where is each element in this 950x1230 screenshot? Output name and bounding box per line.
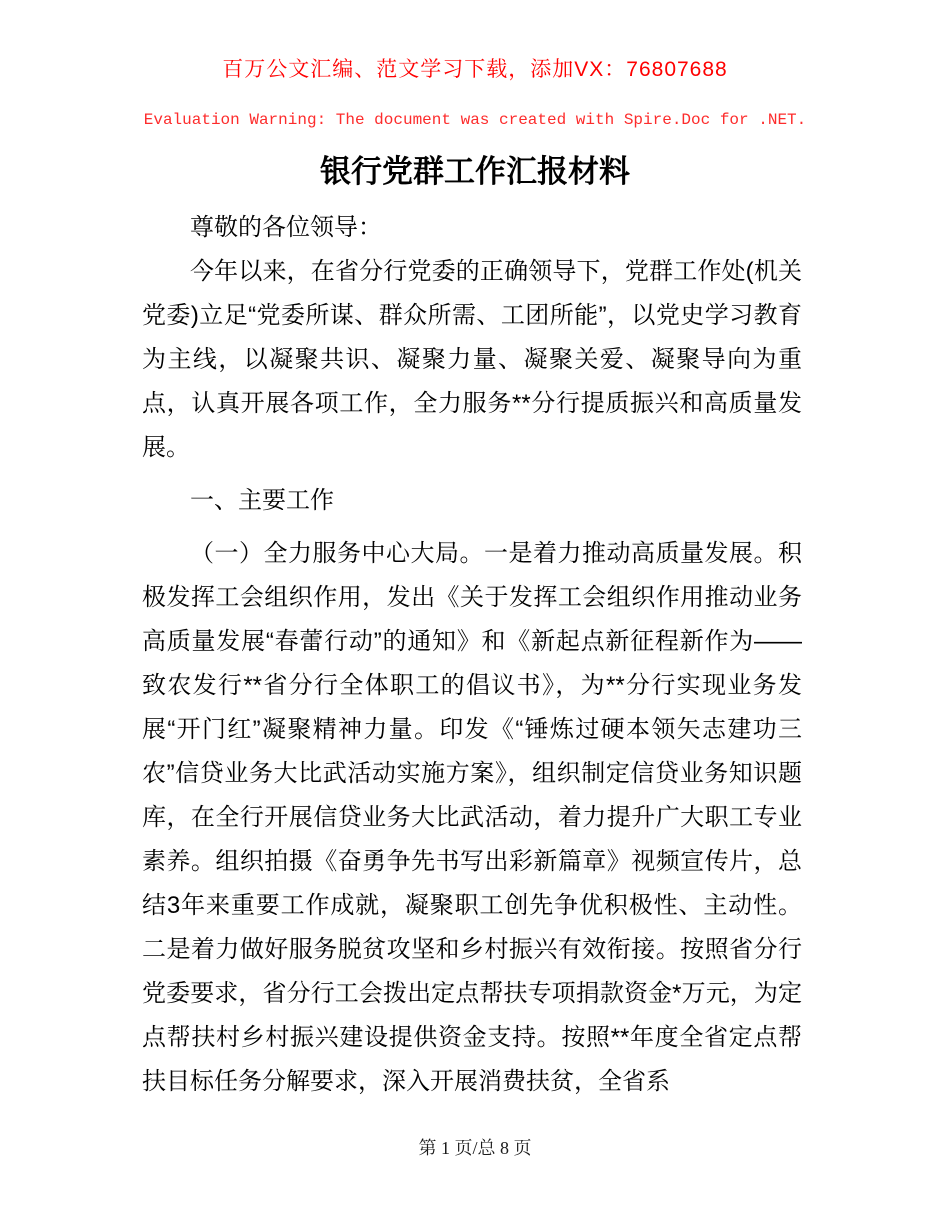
- page-footer: [0, 1138, 950, 1158]
- section-heading: 一、主要工作: [190, 487, 334, 514]
- evaluation-warning: Evaluation Warning: The document was created with Spire.Doc for .NET.: [143, 111, 807, 129]
- section-paragraph: （一）全力服务中心大局。一是着力推动高质量发展。积极发挥工会组织作用，发出《关于发挥工会组织作用推动业务高质量发展“春蕾行动”的通知》和《新起点新征程新作为——致农发行**省分行全体职工的倡议书》，为**分行实现业务发展“开门红”凝聚精神力量。印发《“锤炼过硬本领矢志建功三农”信贷业务大比武活动实施方案》，组织制定信贷业务知识题库，在全行开展信贷业务大比武活动，着力提升广大职工专业素养。组织拍摄《奋勇争先书写出彩新篇章》视频宣传片，总结3年来重要工作成就，凝聚职工创先争优积极性、主动性。二是着力做好服务脱贫攻坚和乡村振兴有效衔接。按照省分行党委要求，省分行工会拨出定点帮扶专项捐款资金*万元，为定点帮扶村乡村振兴建设提供资金支持。按照**年度全省定点帮扶目标任务分解要求，深入开展消费扶贫，全省系: [142, 540, 802, 1095]
- document-title: 银行党群工作汇报材料: [320, 154, 630, 189]
- document-body: [142, 206, 802, 1104]
- page-indicator: 第 1 页/总 8 页: [418, 1138, 532, 1158]
- promo-banner: 百万公文汇编、范文学习下载，添加VX：76807688: [222, 58, 728, 81]
- salutation: 尊敬的各位领导：: [190, 214, 382, 241]
- intro-paragraph: 今年以来，在省分行党委的正确领导下，党群工作处(机关党委)立足“党委所谋、群众所需、工团所能”，以党史学习教育为主线，以凝聚共识、凝聚力量、凝聚关爱、凝聚导向为重点，认真开展各项工作，全力服务**分行提质振兴和高质量发展。: [142, 258, 802, 461]
